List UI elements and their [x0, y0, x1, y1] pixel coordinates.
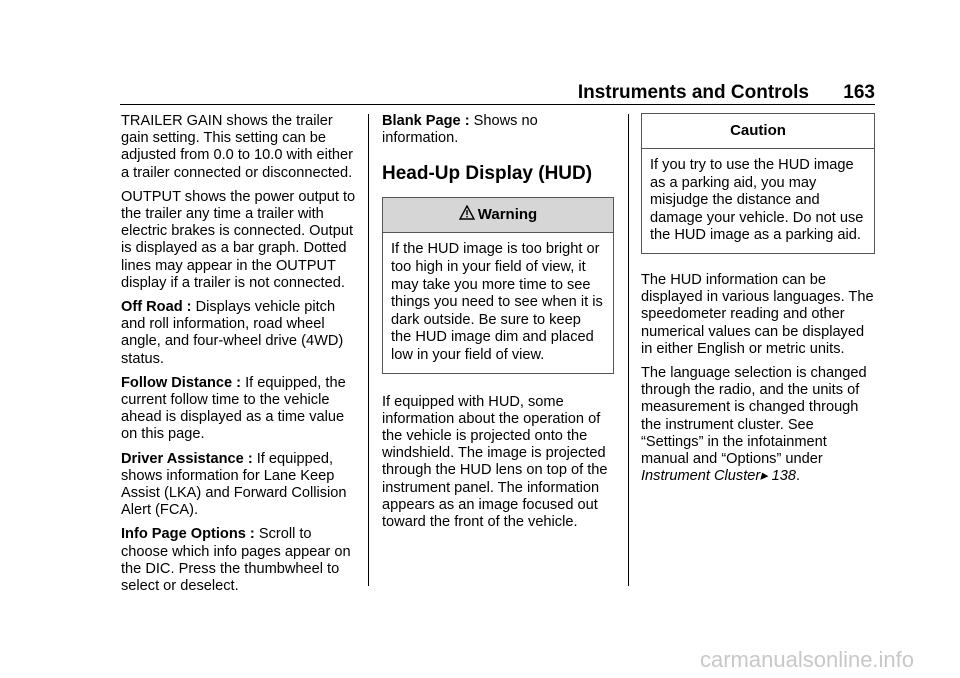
warning-icon [459, 205, 475, 221]
blank-page-paragraph [382, 113, 614, 147]
caution-title: Caution [642, 114, 874, 149]
caution-text: If you try to use the HUD image as a parking aid, you may misjudge the distance and damage your vehicle. Do not use the HUD image as a parking aid. [650, 157, 864, 244]
info-page-options-paragraph [121, 526, 357, 595]
caution-box [641, 113, 875, 254]
column-divider-2 [628, 114, 629, 586]
warning-text: If the HUD image is too bright or too high in your field of view, it may take you more time to see things you need to see when it is dark outside. Be sure to keep the HUD image dim and placed low in your field of view. [391, 241, 603, 363]
page-ref-icon: ▸ [760, 468, 768, 485]
column-3 [641, 113, 875, 492]
header-rule [120, 104, 875, 105]
page-header [560, 80, 875, 106]
warning-box [382, 197, 614, 373]
off-road-label: Off Road : [121, 299, 192, 316]
blank-page-label: Blank Page : [382, 113, 470, 129]
driver-assistance-label: Driver Assistance : [121, 450, 253, 467]
blank-page-text: Shows no information. [382, 113, 538, 147]
info-page-options-text: Scroll to choose which info pages appear on the DIC. Press the thumbwheel to select or deselect. [121, 526, 351, 595]
follow-distance-paragraph [121, 375, 357, 444]
column-divider-1 [368, 114, 369, 586]
column-1 [121, 113, 357, 602]
section-title: Instruments and Controls [577, 82, 809, 103]
follow-distance-text: If equipped, the current follow time to the vehicle ahead is displayed as a time value on this page. [121, 374, 346, 443]
driver-assistance-text: If equipped, shows information for Lane Keep Assist (LKA) and Forward Collision Alert (FCA). [121, 450, 347, 519]
off-road-paragraph [121, 299, 357, 368]
follow-distance-label: Follow Distance : [121, 374, 242, 391]
language-selection-paragraph [641, 365, 875, 485]
column-2 [382, 113, 614, 538]
hud-languages-paragraph: The HUD information can be displayed in various languages. The speedometer reading and other numerical values can be displayed in either English or metric units. [641, 271, 874, 357]
warning-header [383, 198, 613, 233]
instrument-cluster-link[interactable]: Instrument Cluster [641, 468, 761, 485]
page-number: 163 [843, 82, 875, 103]
driver-assistance-paragraph [121, 451, 357, 520]
instrument-cluster-page[interactable]: 138 [767, 468, 796, 485]
language-selection-text: The language selection is changed through the radio, and the units of measurement is changed through the instrument cluster. See “Settings” in the infotainment manual and “Options” under [641, 364, 867, 467]
warning-title: Warning [477, 206, 538, 224]
info-page-options-label: Info Page Options : [121, 526, 255, 543]
off-road-text: Displays vehicle pitch and roll information, road wheel angle, and four-wheel drive (4WD) status. [121, 299, 344, 367]
output-paragraph: OUTPUT shows the power output to the trailer any time a trailer with electric brakes is connected. Output is displayed as a bar graph. Dotted lines may appear in the OUTPUT display if a trailer is not connected. [121, 188, 356, 291]
watermark: carmanualsonline.info [700, 647, 915, 672]
hud-heading: Head-Up Display (HUD) [382, 163, 593, 185]
hud-description-paragraph: If equipped with HUD, some information about the operation of the vehicle is projected onto the windshield. The image is projected through the HUD lens on top of the instrument panel. The information appears as an image focused out toward the front of the vehicle. [382, 393, 608, 530]
ref-end: . [795, 468, 801, 485]
trailer-gain-paragraph: TRAILER GAIN shows the trailer gain setting. This setting can be adjusted from 0.0 to 10.0 with either a trailer connected or disconnected. [121, 113, 354, 181]
